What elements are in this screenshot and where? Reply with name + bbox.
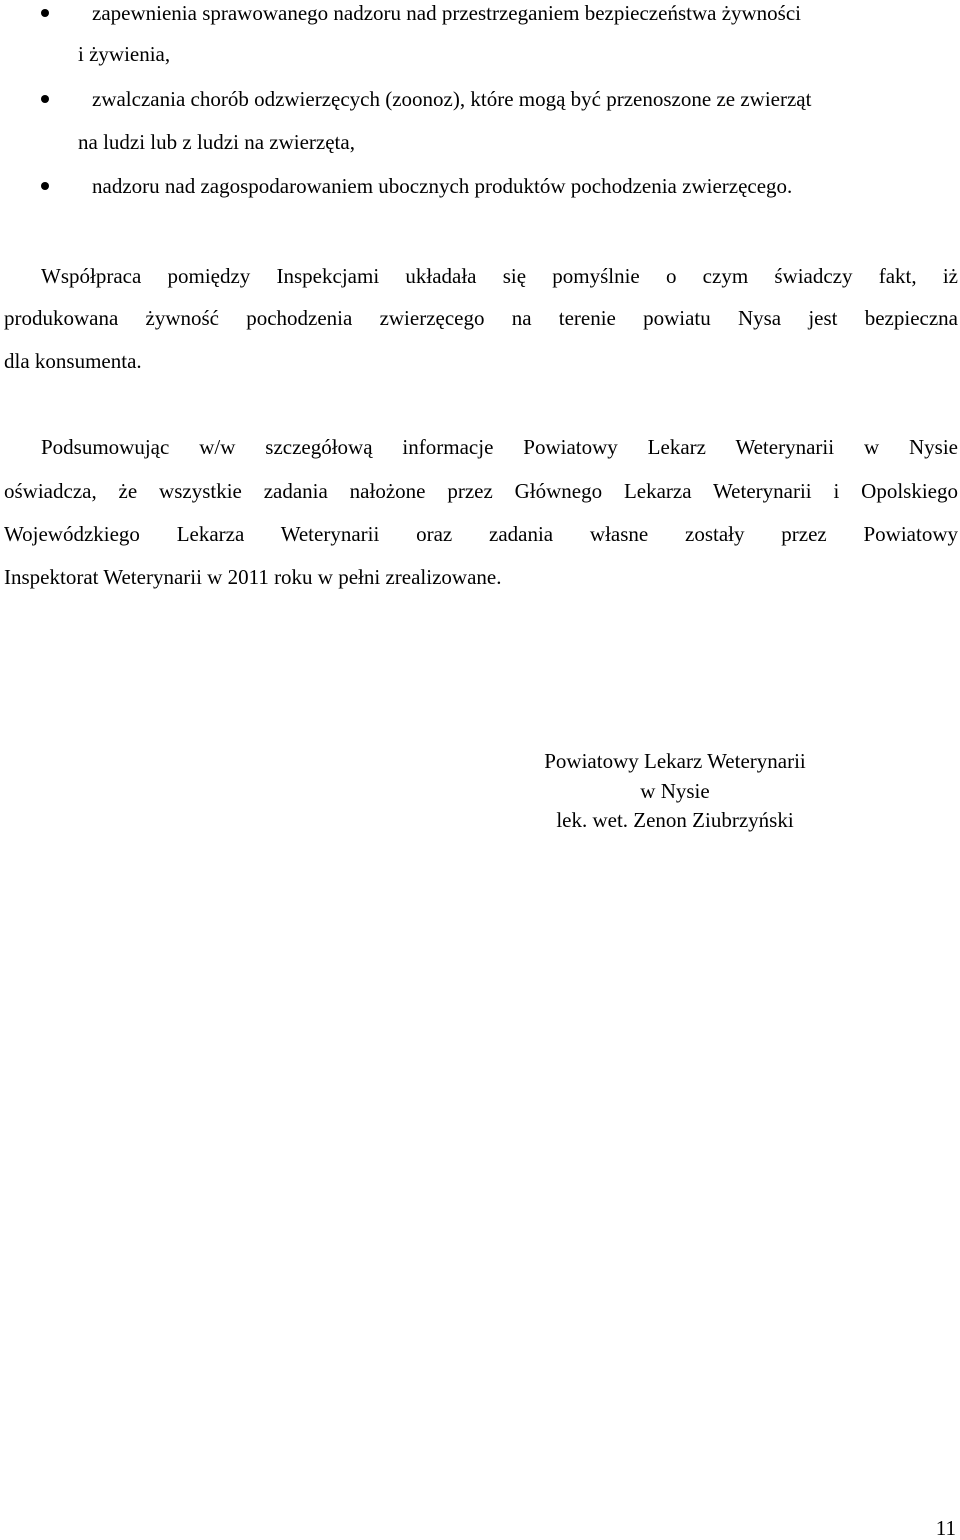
list-item (0, 86, 960, 172)
paragraph-cooperation (4, 263, 958, 373)
paragraph-line: oświadcza, że wszystkie zadania nałożone przez Głównego Lekarza Weterynarii i Opolskiego (4, 479, 958, 503)
signature-name: lek. wet. Zenon Ziubrzyński (556, 808, 794, 832)
list-item-line: i żywienia, (78, 42, 171, 66)
paragraph-summary (4, 434, 958, 594)
signature-title: Powiatowy Lekarz Weterynarii (544, 749, 806, 773)
list-item (0, 174, 960, 217)
list-item-line: nadzoru nad zagospodarowaniem ubocznych produktów pochodzenia zwierzęcego. (92, 174, 793, 198)
bullet-icon (41, 182, 49, 190)
paragraph-line: produkowana żywność pochodzenia zwierzęcego na terenie powiatu Nysa jest bezpieczna (4, 306, 958, 330)
signature-location: w Nysie (640, 779, 710, 803)
page-number: 11 (935, 1516, 956, 1540)
paragraph-line: Podsumowując w/w szczegółową informacje Powiatowy Lekarz Weterynarii w Nysie (41, 435, 958, 459)
bullet-icon (41, 9, 49, 17)
list-item-line: zwalczania chorób odzwierzęcych (zoonoz), które mogą być przenoszone ze zwierząt (92, 87, 812, 111)
paragraph-line: dla konsumenta. (4, 349, 142, 373)
list-item-line: zapewnienia sprawowanego nadzoru nad przestrzeganiem bezpieczeństwa żywności (92, 1, 802, 25)
paragraph-line: Współpraca pomiędzy Inspekcjami układała się pomyślnie o czym świadczy fakt, iż (41, 264, 958, 288)
bullet-icon (41, 95, 49, 103)
paragraph-line: Inspektorat Weterynarii w 2011 roku w pełni zrealizowane. (4, 565, 502, 589)
list-item-line: na ludzi lub z ludzi na zwierzęta, (78, 130, 355, 154)
list-item (0, 0, 960, 86)
signature-block (500, 748, 850, 838)
paragraph-line: Wojewódzkiego Lekarza Weterynarii oraz zadania własne zostały przez Powiatowy (4, 522, 958, 546)
